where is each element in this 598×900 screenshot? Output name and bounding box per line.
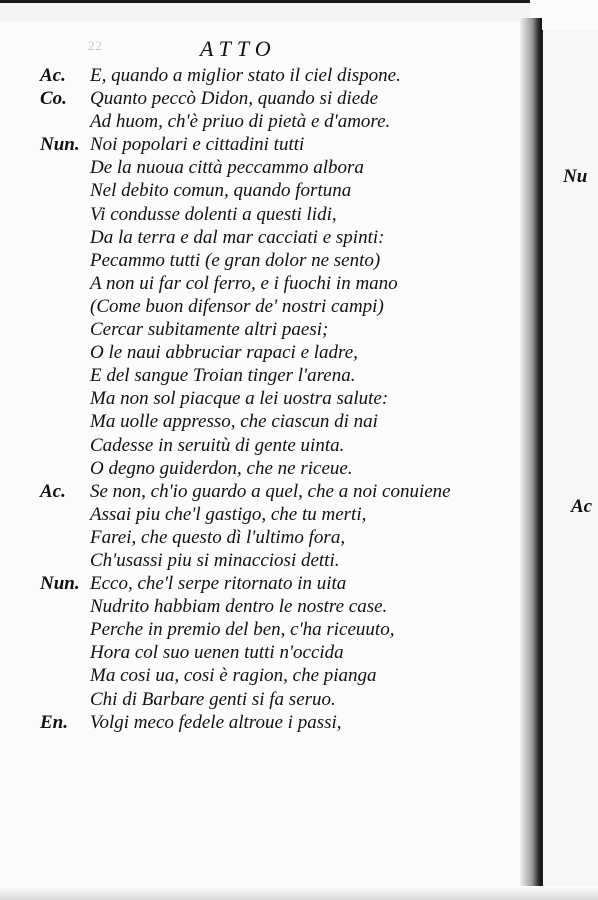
verse-line xyxy=(0,64,520,87)
verse-line xyxy=(0,503,520,526)
verse-line xyxy=(0,480,520,503)
running-head: ATTO xyxy=(200,36,277,61)
verse-text: Perche in premio del ben, c'ha riceuuto, xyxy=(90,619,395,641)
speaker-label: Ac. xyxy=(40,65,66,86)
verse-line xyxy=(0,110,520,133)
verse-text: E, quando a miglior stato il ciel dispone. xyxy=(90,65,401,86)
verse-line xyxy=(0,387,520,410)
verse-line xyxy=(0,549,520,572)
verse-line xyxy=(0,641,520,664)
verse-text: Ma cosi ua, cosi è ragion, che pianga xyxy=(90,665,377,687)
verse-line xyxy=(0,341,520,364)
verse-text: Ma non sol piacque a lei uostra salute: xyxy=(90,388,389,410)
page-bottom-edge xyxy=(0,886,598,900)
verse-line xyxy=(0,156,520,179)
speaker-label: Co. xyxy=(40,88,67,110)
verse-line xyxy=(0,664,520,687)
verse-line xyxy=(0,688,520,711)
verse-text: Nel debito comun, quando fortuna xyxy=(90,180,352,202)
verse-line xyxy=(0,87,520,110)
verse-text: Farei, che questo dì l'ultimo fora, xyxy=(90,526,346,548)
verse-text: Ad huom, ch'è priuo di pietà e d'amore. xyxy=(90,111,391,133)
verse-text: De la nuoua città peccammo albora xyxy=(90,157,364,179)
verse-text: Noi popolari e cittadini tutti xyxy=(90,134,305,156)
book-gutter xyxy=(520,18,542,900)
verse-text: Chi di Barbare genti si fa seruo. xyxy=(90,688,336,710)
verse-line xyxy=(0,618,520,641)
page-number: 22 xyxy=(88,38,103,53)
verse-line xyxy=(0,272,520,295)
page-top-edge xyxy=(0,0,530,22)
verse-text: Cercar subitamente altri paesi; xyxy=(90,319,329,341)
verse-text: Ch'usassi piu si minacciosi detti. xyxy=(90,549,340,571)
verse-line xyxy=(0,249,520,272)
verse-text: Assai piu che'l gastigo, che tu merti, xyxy=(90,503,367,525)
verse-text: O le naui abbruciar rapaci e ladre, xyxy=(90,342,358,364)
verse-text: Hora col suo uenen tutti n'occida xyxy=(90,642,344,664)
verse-text: Da la terra e dal mar cacciati e spinti: xyxy=(90,226,385,248)
verse-line xyxy=(0,318,520,341)
verse-text: A non ui far col ferro, e i fuochi in mano xyxy=(90,272,398,294)
speaker-label: Ac. xyxy=(40,480,66,502)
verse-line xyxy=(0,410,520,433)
verse-line xyxy=(0,295,520,318)
verse-line xyxy=(0,226,520,249)
speaker-label: Nun. xyxy=(40,573,80,595)
speaker-label: En. xyxy=(40,711,68,733)
verse-line xyxy=(0,203,520,226)
facing-page-speaker-bottom: Ac xyxy=(571,496,593,517)
facing-page xyxy=(542,30,598,900)
verse-text: Se non, ch'io guardo a quel, che a noi conuiene xyxy=(90,480,451,502)
verse-line xyxy=(0,457,520,480)
verse-text: Volgi meco fedele altroue i passi, xyxy=(90,711,342,733)
verse-text: Pecammo tutti (e gran dolor ne sento) xyxy=(90,249,381,271)
verse-text: E del sangue Troian tinger l'arena. xyxy=(90,365,356,387)
verse-text: Vi condusse dolenti a questi lidi, xyxy=(90,203,337,225)
speaker-label: Nun. xyxy=(40,134,80,156)
verse-line xyxy=(0,179,520,202)
verse-text: Quanto peccò Didon, quando si diede xyxy=(90,88,379,110)
verse-line xyxy=(0,434,520,457)
verse-line xyxy=(0,572,520,595)
verse-text: O degno guiderdon, che ne riceue. xyxy=(90,457,353,479)
verse-text: Ecco, che'l serpe ritornato in uita xyxy=(90,573,347,595)
verse-line xyxy=(0,526,520,549)
verse-line xyxy=(0,133,520,156)
verse-text-block xyxy=(0,64,520,734)
verse-text: Nudrito habbiam dentro le nostre case. xyxy=(90,596,388,618)
verse-text: Cadesse in seruitù di gente uinta. xyxy=(90,434,345,456)
verse-line xyxy=(0,595,520,618)
verse-text: Ma uolle appresso, che ciascun di nai xyxy=(90,411,378,433)
verse-line xyxy=(0,364,520,387)
facing-page-speaker-top: Nu xyxy=(563,166,588,187)
verse-line xyxy=(0,711,520,734)
verse-text: (Come buon difensor de' nostri campi) xyxy=(90,295,384,317)
